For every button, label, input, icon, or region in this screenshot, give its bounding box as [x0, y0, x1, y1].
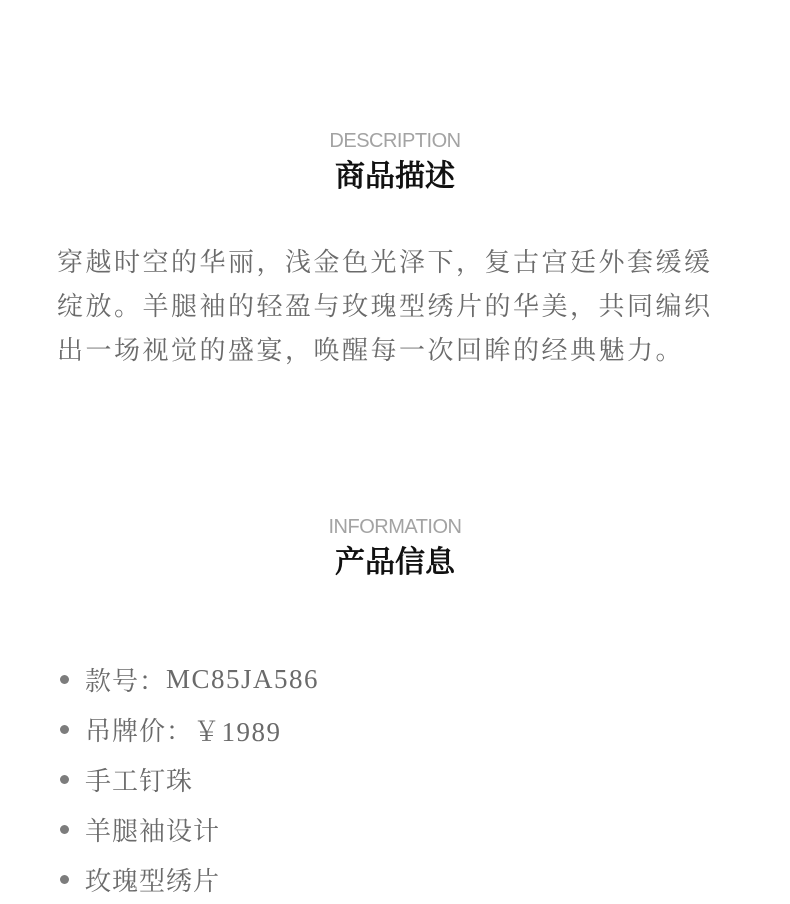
- info-label: 吊牌价：: [85, 716, 194, 747]
- info-label: 手工钉珠: [85, 766, 194, 797]
- info-value: MC85JA586: [166, 663, 320, 694]
- description-text: 穿越时空的华丽，浅金色光泽下，复古宫廷外套缓缓绽放。羊腿袖的轻盈与玫瑰型绣片的华美，共同编织出一场视觉的盛宴，唤醒每一次回眸的经典魅力。: [57, 248, 713, 366]
- info-item-beading: [60, 754, 319, 804]
- info-label: 玫瑰型绣片: [85, 866, 221, 897]
- description-header: [0, 129, 790, 197]
- info-value: ￥1989: [193, 716, 282, 747]
- information-title: 产品信息: [335, 545, 455, 580]
- bullet-icon: [60, 775, 69, 784]
- bullet-icon: [60, 675, 69, 684]
- description-title: 商品描述: [335, 159, 455, 194]
- product-info-list: [60, 654, 319, 904]
- description-eyebrow: DESCRIPTION: [329, 130, 461, 152]
- info-item-style-number: [60, 654, 319, 704]
- bullet-icon: [60, 875, 69, 884]
- information-eyebrow: INFORMATION: [328, 516, 462, 538]
- information-header: [0, 515, 790, 583]
- info-item-sleeve: [60, 804, 319, 854]
- bullet-icon: [60, 825, 69, 834]
- bullet-icon: [60, 725, 69, 734]
- info-label: 羊腿袖设计: [85, 816, 221, 847]
- info-label: 款号：: [85, 666, 167, 697]
- info-item-tag-price: [60, 704, 319, 754]
- info-item-embroidery: [60, 854, 319, 904]
